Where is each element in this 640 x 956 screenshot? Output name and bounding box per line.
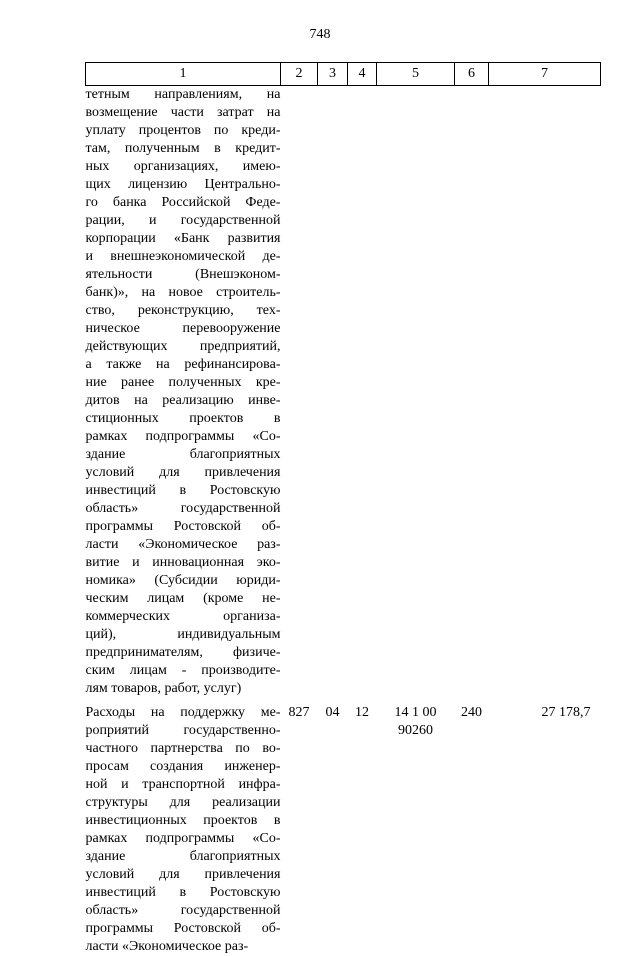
- description-line: просам создания инженер-: [85, 759, 281, 774]
- table-header-row: [86, 63, 601, 86]
- description-line: частного партнерства по во-: [85, 741, 281, 756]
- budget-table: [85, 62, 601, 956]
- cell-subsection: [348, 86, 377, 699]
- description-line: условий для привлечения: [85, 867, 281, 882]
- description-line: ятельности (Внешэконом-: [85, 267, 281, 282]
- description-line: дитов на реализацию инве-: [85, 393, 281, 408]
- description-line: область» государственной: [85, 501, 281, 516]
- description-line: ническое перевооружение: [85, 321, 281, 336]
- description-line: программы Ростовской об-: [85, 921, 281, 936]
- description-line: программы Ростовской об-: [85, 519, 281, 534]
- cell-target-article: [377, 86, 455, 699]
- column-header-2: 2: [281, 63, 318, 86]
- description-line: возмещение части затрат на: [85, 105, 281, 120]
- description-line: инвестиций в Ростовскую: [85, 885, 281, 900]
- description-line: а также на рефинансирова-: [85, 357, 281, 372]
- description-line: действующих предприятий,: [85, 339, 281, 354]
- description-line: здание благоприятных: [85, 447, 281, 462]
- column-header-6: 6: [455, 63, 489, 86]
- description-line: ций), индивидуальным: [85, 627, 281, 642]
- cell-ministry-code: 827: [288, 705, 310, 720]
- description-line: структуры для реализации: [85, 795, 281, 810]
- cell-expense-type: 240: [461, 705, 482, 720]
- cell-section: [318, 86, 348, 699]
- description-line: рамках подпрограммы «Со-: [85, 831, 281, 846]
- description-line: банк)», на новое строитель-: [85, 285, 281, 300]
- description-line: корпорации «Банк развития: [85, 231, 281, 246]
- description-line: ским лицам - производите-: [85, 663, 281, 678]
- description-line: инвестиций в Ростовскую: [85, 483, 281, 498]
- description-line: ческим лицам (кроме не-: [85, 591, 281, 606]
- description-line: тетным направлениям, на: [85, 87, 281, 102]
- cell-target-article: 14 1 00 90260: [394, 705, 437, 738]
- description-line: стиционных проектов в: [85, 411, 281, 426]
- description-line: коммерческих организа-: [85, 609, 281, 624]
- column-header-1: 1: [86, 63, 281, 86]
- description-line: область» государственной: [85, 903, 281, 918]
- description-line: ство, реконструкцию, тех-: [85, 303, 281, 318]
- description-line: ласти «Экономическое раз-: [85, 939, 249, 954]
- description-line: рамках подпрограммы «Со-: [85, 429, 281, 444]
- cell-amount: [489, 86, 601, 699]
- column-header-4: 4: [348, 63, 377, 86]
- table-row: [86, 86, 601, 699]
- description-line: условий для привлечения: [85, 465, 281, 480]
- description-line: го банка Российской Феде-: [85, 195, 281, 210]
- cell-expense-type: [455, 86, 489, 699]
- cell-subsection: 12: [355, 705, 369, 720]
- description-line: витие и инновационная эко-: [85, 555, 281, 570]
- description-line: и внешнеэкономической де-: [85, 249, 281, 264]
- description-line: здание благоприятных: [85, 849, 281, 864]
- description-line: ласти «Экономическое раз-: [85, 537, 281, 552]
- cell-section: 04: [325, 705, 340, 720]
- column-header-7: 7: [489, 63, 601, 86]
- description-line: рации, и государственной: [85, 213, 281, 228]
- description-line: роприятий государственно-: [85, 723, 281, 738]
- page-number: 748: [309, 27, 331, 42]
- column-header-5: 5: [377, 63, 455, 86]
- column-header-3: 3: [318, 63, 348, 86]
- description-line: ние ранее полученных кре-: [85, 375, 281, 390]
- table-row: [86, 698, 601, 956]
- row-description: [86, 86, 281, 699]
- description-line: Расходы на поддержку ме-: [85, 705, 281, 720]
- cell-ministry-code: [281, 86, 318, 699]
- cell-amount: 27 178,7: [541, 705, 591, 720]
- description-line: ной и транспортной инфра-: [85, 777, 281, 792]
- description-line: уплату процентов по креди-: [85, 123, 281, 138]
- description-line: номика» (Субсидии юриди-: [85, 573, 281, 588]
- description-line: лям товаров, работ, услуг): [85, 681, 242, 696]
- description-line: щих лицензию Центрально-: [85, 177, 281, 192]
- description-line: предпринимателям, физиче-: [85, 645, 281, 660]
- row-description: [86, 698, 281, 956]
- description-line: там, полученным в кредит-: [85, 141, 281, 156]
- description-line: инвестиционных проектов в: [85, 813, 281, 828]
- description-line: ных организациях, имею-: [85, 159, 281, 174]
